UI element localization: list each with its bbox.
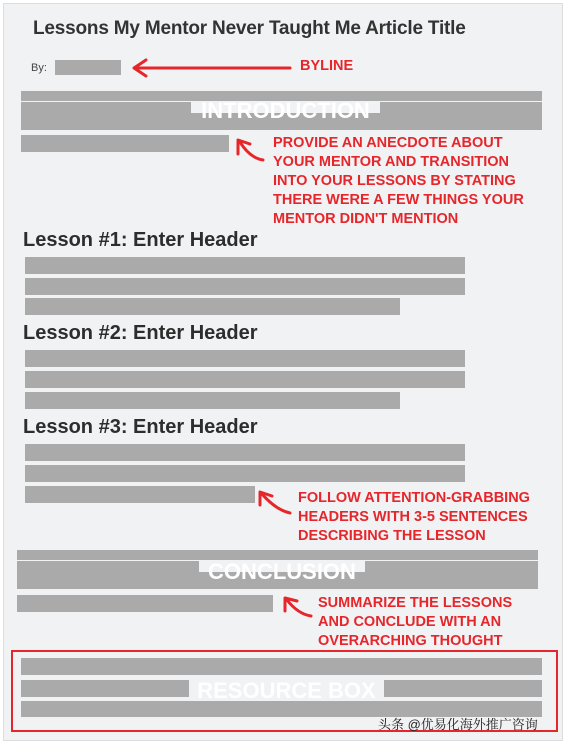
lesson-2-bar-1 xyxy=(25,350,465,367)
intro-bar-3 xyxy=(21,135,229,152)
article-title: Lessons My Mentor Never Taught Me Article Title xyxy=(33,18,466,39)
conclusion-annotation: SUMMARIZE THE LESSONS AND CONCLUDE WITH AN OVERARCHING THOUGHT xyxy=(318,595,513,649)
lesson-3-bar-1 xyxy=(25,444,465,461)
lesson-3-header: Lesson #3: Enter Header xyxy=(23,416,258,438)
lesson-1-bar-1 xyxy=(25,257,465,274)
lesson-3-bar-2 xyxy=(25,465,465,482)
lesson-2-bar-3 xyxy=(25,392,400,409)
lesson-1-bar-3 xyxy=(25,298,400,315)
introduction-annotation: PROVIDE AN ANECDOTE ABOUT YOUR MENTOR AND TRANSITION INTO YOUR LESSONS BY STATING THERE WERE A FEW THINGS YOUR MENTOR DIDN'T MENTION xyxy=(273,135,524,227)
lesson-annotation: FOLLOW ATTENTION-GRABBING HEADERS WITH 3-5 SENTENCES DESCRIBING THE LESSON xyxy=(298,490,530,544)
conclusion-heading: CONCLUSION xyxy=(208,559,356,584)
resource-box-heading: RESOURCE BOX xyxy=(197,678,376,703)
watermark-text: 头条 @优易化海外推广咨询 xyxy=(378,717,538,732)
lesson-3-bar-3 xyxy=(25,486,255,503)
lesson-1-header: Lesson #1: Enter Header xyxy=(23,229,258,251)
lesson-2-bar-2 xyxy=(25,371,465,388)
resource-bar-right xyxy=(384,680,542,697)
byline-label: By: xyxy=(31,62,47,74)
conclusion-bar-3 xyxy=(17,595,273,612)
resource-bar-left xyxy=(21,680,189,697)
byline-annotation: BYLINE xyxy=(300,58,354,74)
byline-placeholder-bar xyxy=(55,60,121,75)
lesson-2-header: Lesson #2: Enter Header xyxy=(23,322,258,344)
resource-bar-1 xyxy=(21,658,542,675)
introduction-heading: INTRODUCTION xyxy=(201,98,370,123)
lesson-1-bar-2 xyxy=(25,278,465,295)
